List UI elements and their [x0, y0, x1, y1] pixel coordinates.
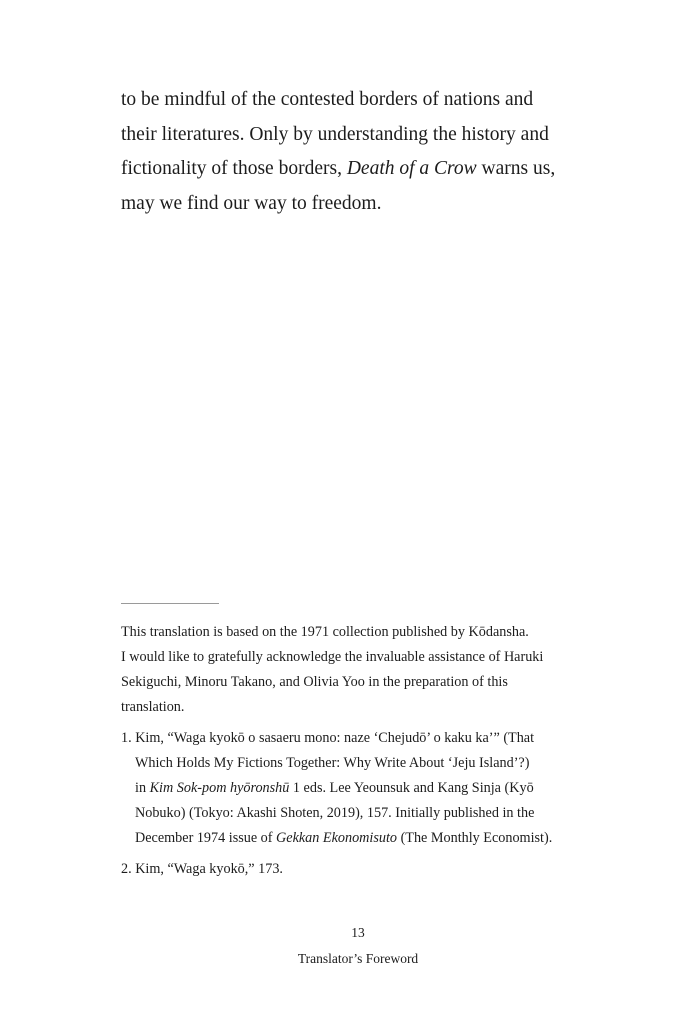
body-text-segment: fictionality of those borders, [121, 158, 347, 179]
note-line [121, 826, 601, 851]
translation-note [121, 620, 601, 720]
periodical-title-italic: Gekkan Ekonomisuto [276, 830, 398, 846]
note-line: 1. Kim, “Waga kyokō o sasaeru mono: naze ‘Chejudō’ o kaku ka’” (That [121, 730, 535, 746]
running-footer-title: Translator’s Foreword [297, 951, 419, 966]
book-title-italic: Kim Sok-pom hyōronshū [149, 780, 290, 796]
footnote-2 [121, 857, 601, 882]
note-text-segment: December 1974 issue of [135, 830, 277, 846]
note-line: Sekiguchi, Minoru Takano, and Olivia Yoo in the preparation of this [121, 674, 508, 690]
footnote-1 [121, 726, 601, 851]
body-line: may we find our way to freedom. [121, 192, 382, 214]
page-number: 13 [351, 925, 365, 940]
note-text-segment: (The Monthly Economist). [397, 830, 553, 846]
book-title-italic: Death of a Crow [346, 158, 477, 179]
footnote-separator [121, 603, 219, 604]
note-line: Which Holds My Fictions Together: Why Write About ‘Jeju Island’?) [135, 755, 530, 771]
note-line: I would like to gratefully acknowledge the invaluable assistance of Haruki [121, 649, 544, 665]
body-line: their literatures. Only by understanding the history and [121, 123, 549, 145]
note-line: This translation is based on the 1971 collection published by Kōdansha. [121, 624, 529, 640]
body-line: to be mindful of the contested borders of nations and [121, 89, 534, 110]
note-line: 2. Kim, “Waga kyokō,” 173. [121, 861, 283, 877]
note-text-segment: in [135, 780, 150, 796]
body-paragraph [121, 83, 591, 221]
note-line: Nobuko) (Tokyo: Akashi Shoten, 2019), 157. Initially published in the [135, 805, 535, 821]
note-text-segment: 1 eds. Lee Yeounsuk and Kang Sinja (Kyō [289, 780, 534, 796]
note-line [121, 776, 601, 801]
body-line [121, 152, 591, 187]
footnotes [121, 620, 601, 888]
note-line: translation. [121, 699, 185, 715]
body-text-segment: warns us, [476, 158, 556, 179]
